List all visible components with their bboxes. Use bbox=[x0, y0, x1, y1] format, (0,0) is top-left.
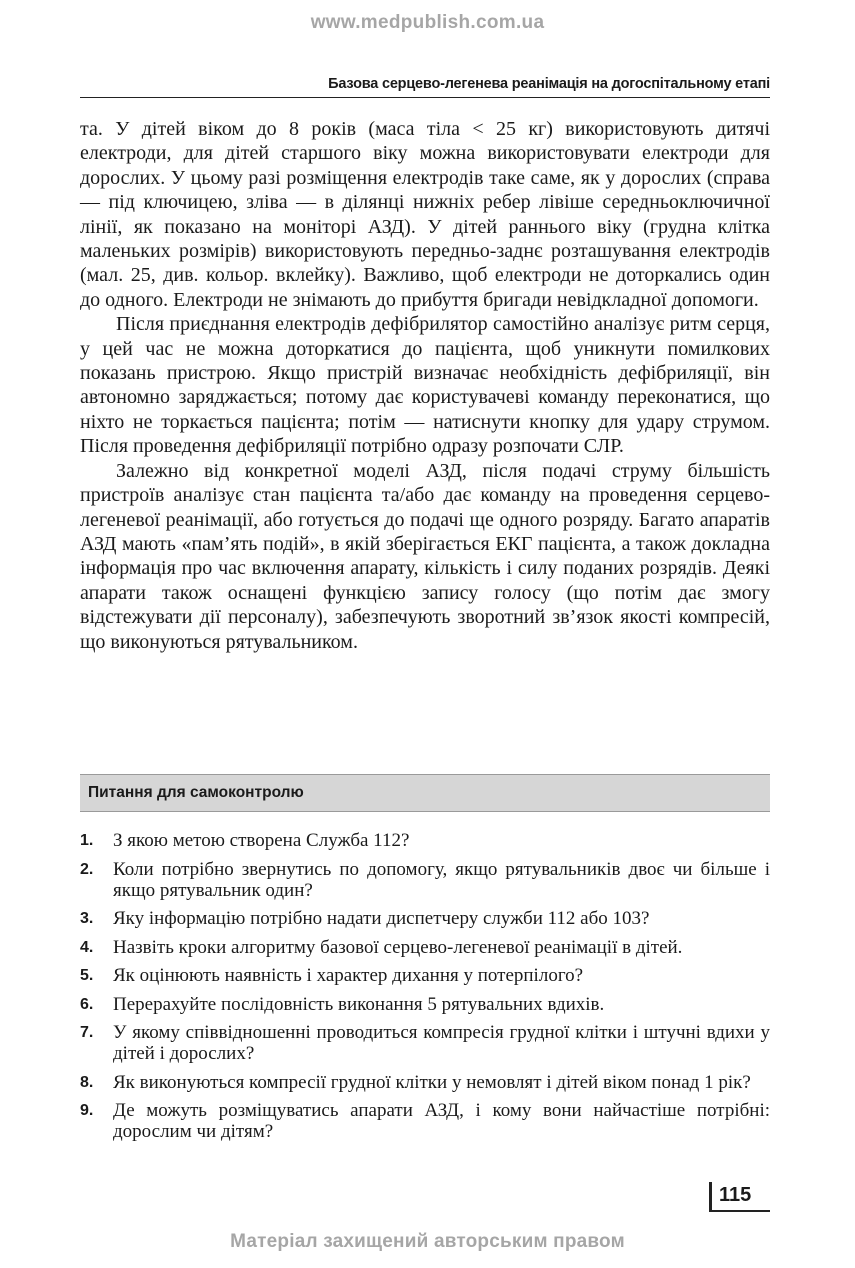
question-item bbox=[80, 994, 770, 1015]
questions-list bbox=[80, 830, 770, 1150]
page-number: 115 bbox=[719, 1184, 752, 1206]
question-number: 3. bbox=[80, 910, 94, 927]
question-number: 2. bbox=[80, 860, 94, 878]
question-item bbox=[80, 1072, 770, 1093]
question-text: Яку інформацію потрібно надати диспетчеру служби 112 або 103? bbox=[113, 908, 650, 929]
question-text: Перерахуйте послідовність виконання 5 рятувальних вдихів. bbox=[113, 993, 605, 1015]
section-title: Питання для самоконтролю bbox=[88, 784, 304, 801]
question-text: З якою метою створена Служба 112? bbox=[113, 830, 410, 851]
question-text: Де можуть розміщуватись апарати АЗД, і кому вони найчастіше потрібні: дорослим чи дітям? bbox=[113, 1100, 770, 1142]
question-text: У якому співвідношенні проводиться компресія грудної клітки і штучні вдихи у дітей і дорослих? bbox=[113, 1022, 770, 1064]
question-number: 8. bbox=[80, 1073, 94, 1091]
running-head: Базова серцево-легенева реанімація на догоспітальному етапі bbox=[328, 76, 770, 92]
body-text bbox=[80, 117, 770, 654]
watermark-top: www.medpublish.com.ua bbox=[310, 12, 545, 33]
paragraph: Після приєднання електродів дефібрилятор самостійно аналізує ритм серця, у цей час не можна доторкатися до пацієнта, щоб уникнути помилкових показань пристрою. Якщо пристрій визначає необхідність дефібриляції, він автономно заряджається; потому дає користувачеві команду переконатися, що ніхто не торкається пацієнта; потім — натиснути кнопку для удару струмом. Після проведення дефібриляції потрібно одразу розпочати СЛР. bbox=[80, 313, 770, 458]
question-number: 5. bbox=[80, 967, 94, 984]
question-item bbox=[80, 908, 770, 929]
question-text: Назвіть кроки алгоритму базової серцево-легеневої реанімації в дітей. bbox=[113, 936, 683, 958]
watermark-bottom: Матеріал захищений авторським правом bbox=[230, 1231, 625, 1252]
question-item bbox=[80, 859, 770, 901]
question-text: Коли потрібно звернутись по допомогу, якщо рятувальників двоє чи більше і якщо рятувальник один? bbox=[113, 858, 770, 901]
question-number: 4. bbox=[80, 938, 94, 956]
question-number: 1. bbox=[80, 832, 94, 849]
header-rule bbox=[80, 97, 770, 98]
paragraph-continued: та. У дітей віком до 8 років (маса тіла < 25 кг) використовують дитячі електроди, для дітей старшого віку можна використовувати електроди для дорослих. У цьому разі розміщення електродів таке саме, як у дорослих (справа — під ключицею, зліва — в ділянці нижніх ребер лівіше середньоключичної лінії, як показано на моніторі АЗД). У дітей раннього віку (грудна клітка маленьких розмірів) використовують передньо-заднє розташування електродів (мал. 25, див. кольор. вклейку). Важливо, щоб електроди не доторкались один до одного. Електроди не знімають до прибуття бригади невідкладної допомоги. bbox=[80, 118, 770, 311]
paragraph: Залежно від конкретної моделі АЗД, після подачі струму більшість пристроїв аналізує стан пацієнта та/або дає команду на проведення серцево-легеневої реанімації, або готується до подачі ще одного розряду. Багато апаратів АЗД мають «пам’ять подій», в якій зберігається ЕКГ пацієнта, а також докладна інформація про час включення апарату, кількість і силу поданих розрядів. Деякі апарати також оснащені функцією запису голосу (що потім дає змогу відстежувати дії персоналу), забезпечують зворотний зв’язок якості компресій, що виконуються рятувальником. bbox=[80, 459, 770, 653]
page-number-box bbox=[709, 1182, 770, 1212]
question-number: 9. bbox=[80, 1102, 94, 1119]
question-item bbox=[80, 1100, 770, 1142]
question-text: Як оцінюють наявність і характер дихання у потерпілого? bbox=[113, 965, 584, 986]
question-item bbox=[80, 937, 770, 958]
question-item bbox=[80, 965, 770, 986]
question-text: Як виконуються компресії грудної клітки у немовлят і дітей віком понад 1 рік? bbox=[113, 1071, 751, 1093]
question-item bbox=[80, 830, 770, 851]
question-number: 6. bbox=[80, 995, 94, 1013]
question-item bbox=[80, 1022, 770, 1064]
question-number: 7. bbox=[80, 1024, 94, 1041]
section-heading-bar bbox=[80, 774, 770, 812]
